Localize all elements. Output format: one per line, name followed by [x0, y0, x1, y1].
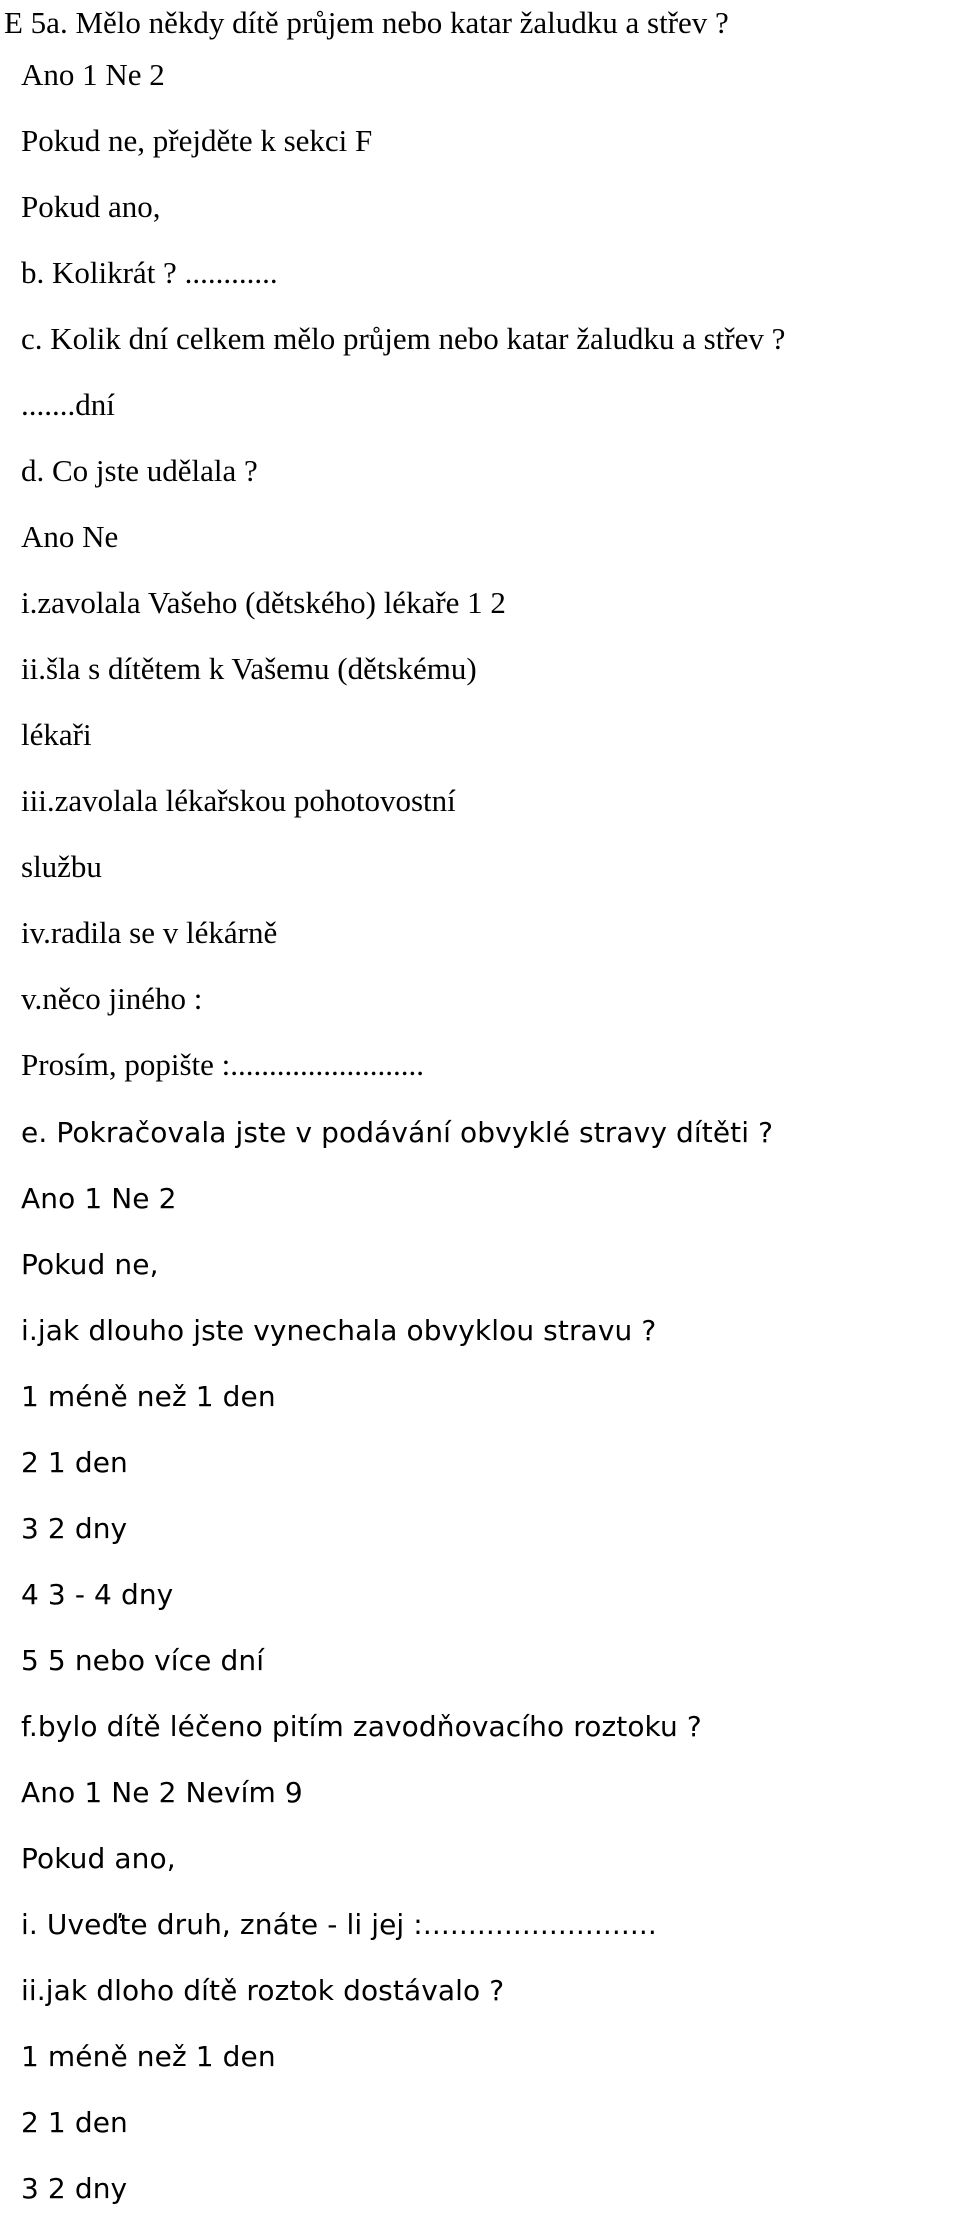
- question-5c: c. Kolik dní celkem mělo průjem nebo katar žaludku a střev ?: [21, 321, 786, 356]
- question-5f-ii: ii.jak dloho dítě roztok dostávalo ?: [21, 1974, 505, 2007]
- option-5f-ii-2: 2 1 den: [21, 2106, 128, 2139]
- question-5a: E 5a. Mělo někdy dítě průjem nebo katar žaludku a střev ?: [4, 5, 729, 40]
- option-5d-iv: iv.radila se v lékárně: [21, 915, 278, 950]
- describe-field-5d: Prosím, popište :.........................: [21, 1047, 425, 1082]
- option-5e-1: 1 méně než 1 den: [21, 1380, 276, 1413]
- question-5d: d. Co jste udělala ?: [21, 453, 258, 488]
- option-5f-ii-1: 1 méně než 1 den: [21, 2040, 276, 2073]
- question-5f-i: i. Uveďte druh, znáte - li jej :..........................: [21, 1908, 657, 1941]
- question-5f: f.bylo dítě léčeno pitím zavodňovacího roztoku ?: [21, 1710, 702, 1743]
- option-5e-5: 5 5 nebo více dní: [21, 1644, 265, 1677]
- option-5e-4: 4 3 - 4 dny: [21, 1578, 174, 1611]
- if-no-label-5e: Pokud ne,: [21, 1248, 159, 1281]
- skip-instruction-5a: Pokud ne, přejděte k sekci F: [21, 123, 373, 158]
- question-5e-i: i.jak dlouho jste vynechala obvyklou stravu ?: [21, 1314, 657, 1347]
- option-5d-ii-continued: lékaři: [21, 717, 92, 752]
- answer-options-5e: Ano 1 Ne 2: [21, 1182, 177, 1215]
- question-5b: b. Kolikrát ? ............: [21, 255, 278, 290]
- if-yes-label-5f: Pokud ano,: [21, 1842, 176, 1875]
- days-field-5c: .......dní: [21, 387, 115, 422]
- option-5e-3: 3 2 dny: [21, 1512, 128, 1545]
- option-5d-i: i.zavolala Vašeho (dětského) lékaře 1 2: [21, 585, 506, 620]
- option-5d-v: v.něco jiného :: [21, 981, 203, 1016]
- option-5d-ii: ii.šla s dítětem k Vašemu (dětskému): [21, 651, 477, 686]
- answer-options-5f: Ano 1 Ne 2 Nevím 9: [21, 1776, 303, 1809]
- option-5f-ii-3: 3 2 dny: [21, 2172, 128, 2205]
- option-5e-2: 2 1 den: [21, 1446, 128, 1479]
- answer-options-5a: Ano 1 Ne 2: [21, 57, 165, 92]
- if-yes-label-5a: Pokud ano,: [21, 189, 161, 224]
- question-5e: e. Pokračovala jste v podávání obvyklé stravy dítěti ?: [21, 1116, 774, 1149]
- answer-header-5d: Ano Ne: [21, 519, 119, 554]
- option-5d-iii: iii.zavolala lékařskou pohotovostní: [21, 783, 456, 818]
- option-5d-iii-continued: službu: [21, 849, 102, 884]
